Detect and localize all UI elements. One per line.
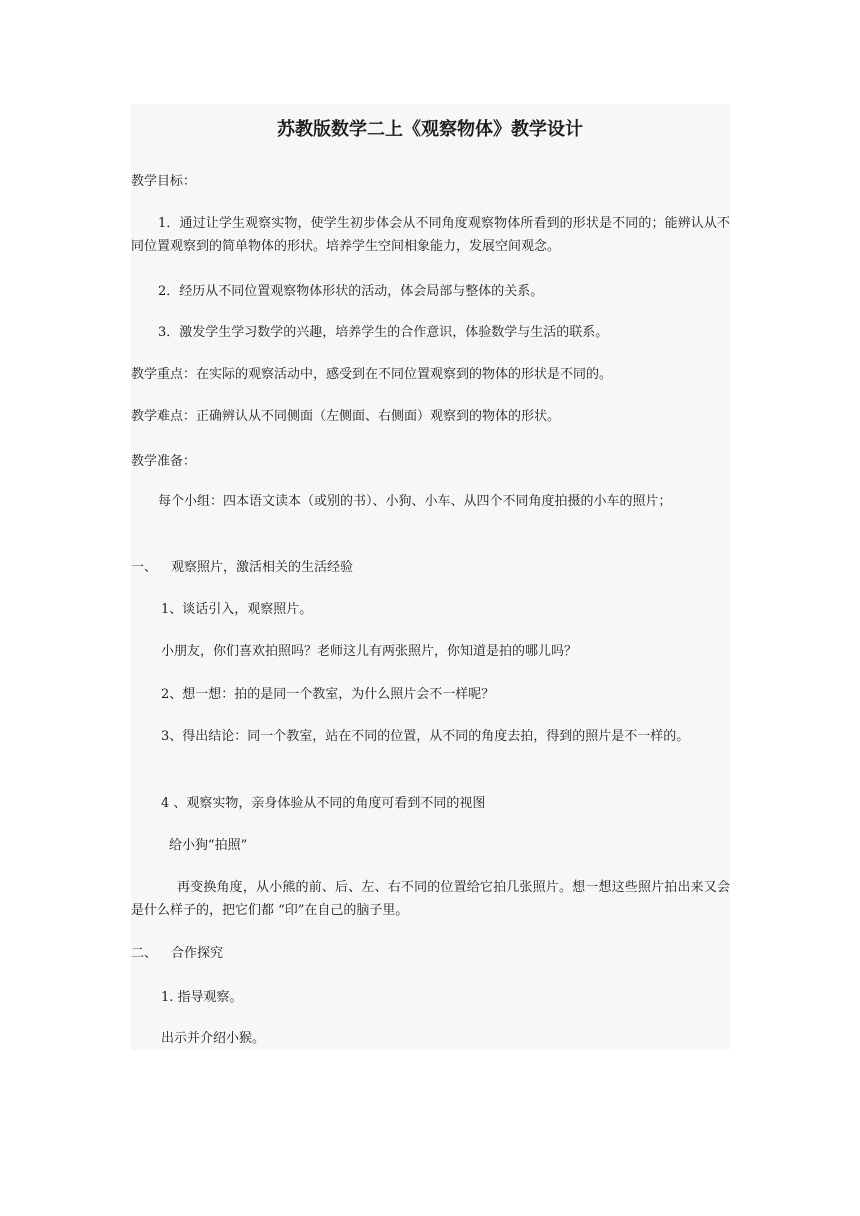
objectives-heading: 教学目标：: [131, 174, 197, 189]
preparation-text: 每个小组：四本语文读本（或别的书）、小狗、小车、从四个不同角度拍摄的小车的照片；: [158, 494, 672, 509]
preparation-heading: 教学准备：: [131, 454, 197, 469]
difficulty: 教学难点：正确辨认从不同侧面（左侧面、右侧面）观察到的物体的形状。: [131, 409, 561, 424]
document-title: 苏教版数学二上《观察物体》教学设计: [277, 119, 583, 140]
section-1-title: 观察照片，激活相关的生活经验: [171, 560, 354, 575]
section-2-heading: [131, 942, 730, 965]
s1-step-1: 1、谈话引入，观察照片。: [161, 602, 313, 617]
objective-3: 3．激发学生学习数学的兴趣，培养学生的合作意识，体验数学与生活的联系。: [158, 325, 609, 340]
s1-step-4-text: 再变换角度，从小熊的前、后、左、右不同的位置给它拍几张照片。想一想这些照片拍出来又会是什么样子的，把它们都 “印”在自己的脑子里。: [131, 880, 730, 918]
section-2-number: 二、: [131, 946, 158, 961]
s1-step-4-sub: 给小狗“拍照”: [169, 838, 248, 853]
objective-2: 2．经历从不同位置观察物体形状的活动，体会局部与整体的关系。: [158, 284, 544, 299]
s2-step-1-text: 出示并介绍小猴。: [161, 1031, 266, 1046]
section-2-title: 合作探究: [171, 946, 224, 961]
key-point: 教学重点：在实际的观察活动中，感受到在不同位置观察到的物体的形状是不同的。: [131, 367, 613, 382]
s2-step-1: 1. 指导观察。: [161, 990, 243, 1005]
s1-step-4: 4 、观察实物，亲身体验从不同的角度可看到不同的视图: [161, 796, 486, 811]
objective-1: 1．通过让学生观察实物，使学生初步体会从不同角度观察物体所看到的形状是不同的；能辨认从不同位置观察到的简单物体的形状。培养学生空间相象能力，发展空间观念。: [131, 216, 730, 254]
s1-step-2: 2、想一想：拍的是同一个教室，为什么照片会不一样呢？: [161, 687, 495, 702]
s1-step-3: 3、得出结论：同一个教室，站在不同的位置，从不同的角度去拍，得到的照片是不一样的。: [161, 729, 690, 744]
section-1-number: 一、: [131, 560, 158, 575]
s1-step-1-text: 小朋友，你们喜欢拍照吗？老师这儿有两张照片，你知道是拍的哪儿吗？: [161, 644, 578, 659]
section-1-heading: [131, 556, 730, 579]
